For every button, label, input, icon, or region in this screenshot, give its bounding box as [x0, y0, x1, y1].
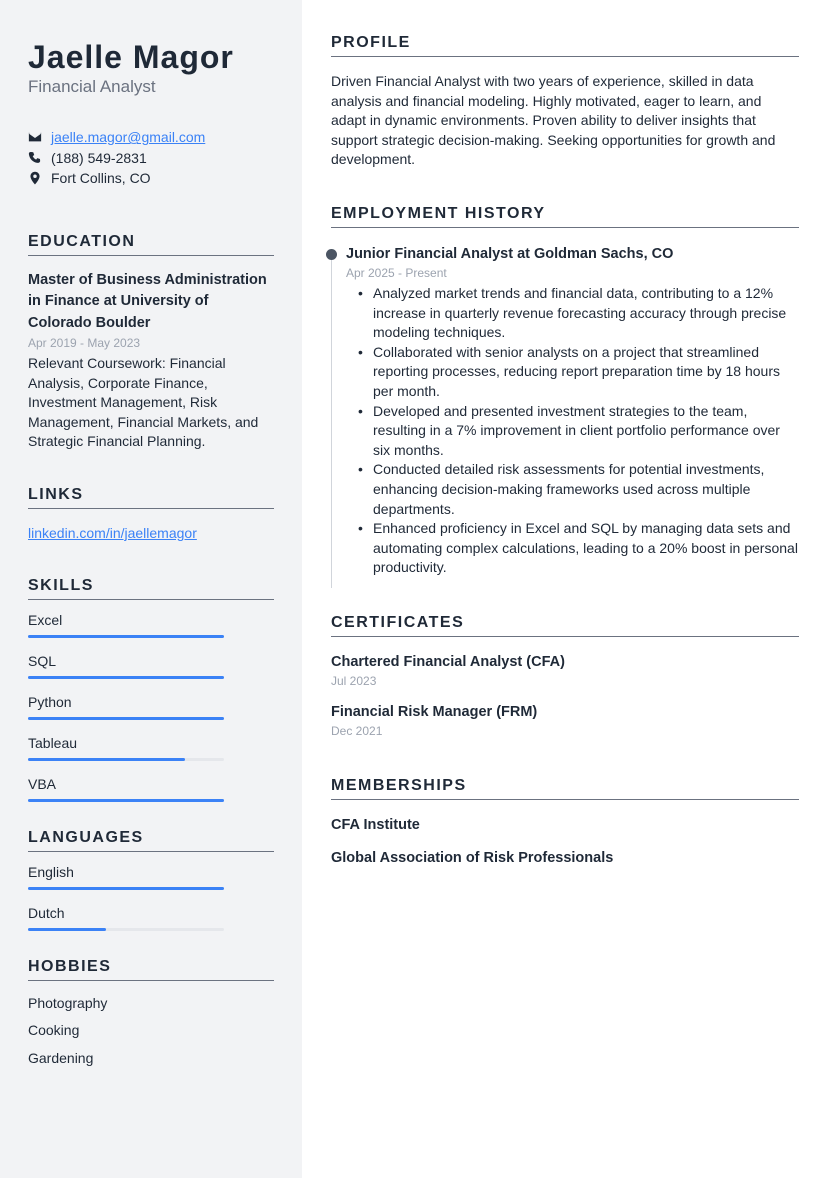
- skill-name: VBA: [28, 775, 57, 792]
- skill-name: SQL: [28, 652, 57, 669]
- certificate-item: [331, 652, 799, 690]
- certificate-name: Chartered Financial Analyst (CFA): [331, 653, 565, 670]
- skill-level-bar: [28, 717, 224, 720]
- skill-level-track: [28, 635, 224, 638]
- links-section: [28, 486, 274, 543]
- phone-number: (188) 549-2831: [51, 149, 147, 166]
- candidate-name: Jaelle Magor: [28, 39, 234, 75]
- skills-section: [28, 577, 274, 802]
- contact-location: [28, 168, 274, 189]
- phone-icon: [28, 151, 42, 165]
- job-title: Junior Financial Analyst at Goldman Sachs, CO: [346, 245, 674, 262]
- language-level-track: [28, 887, 224, 890]
- profile-text: Driven Financial Analyst with two years of experience, skilled in data analysis and financial modeling. Highly motivated, eager to learn, and adapt in dynamic environments. Proven ability to deliver insights that support strategic decision-making. Seeking opportunities for growth and development.: [331, 73, 776, 168]
- skill-item: [28, 652, 274, 679]
- membership-item: Global Association of Risk Professionals: [331, 849, 614, 866]
- contact-email: [28, 127, 274, 148]
- location-text: Fort Collins, CO: [51, 170, 151, 187]
- map-pin-icon: [28, 171, 42, 185]
- envelope-icon: [28, 130, 42, 144]
- job-bullets: [346, 284, 799, 578]
- hobby-item: Gardening: [28, 1049, 94, 1066]
- employment-heading: EMPLOYMENT HISTORY: [331, 205, 799, 228]
- memberships-heading: MEMBERSHIPS: [331, 777, 799, 800]
- skill-level-bar: [28, 758, 185, 761]
- certificate-date: Dec 2021: [331, 723, 383, 738]
- language-level-track: [28, 928, 224, 931]
- job-entry: [331, 244, 799, 578]
- job-dates: Apr 2025 - Present: [346, 265, 447, 280]
- languages-section: [28, 829, 274, 931]
- skill-level-bar: [28, 676, 224, 679]
- education-heading: EDUCATION: [28, 233, 274, 256]
- memberships-section: [331, 777, 799, 868]
- skills-heading: SKILLS: [28, 577, 274, 600]
- skill-level-track: [28, 717, 224, 720]
- linkedin-link[interactable]: linkedin.com/in/jaellemagor: [28, 524, 197, 541]
- hobby-item: Cooking: [28, 1022, 80, 1039]
- languages-heading: LANGUAGES: [28, 829, 274, 852]
- skill-level-track: [28, 758, 224, 761]
- timeline-line: [331, 254, 332, 588]
- contact-phone: [28, 148, 274, 169]
- profile-heading: PROFILE: [331, 34, 799, 57]
- job-bullet: • Conducted detailed risk assessments for potential investments, enhancing decision-making frameworks used across multiple departments.: [346, 460, 799, 519]
- certificate-item: [331, 702, 799, 740]
- job-bullet: • Analyzed market trends and financial data, contributing to a 12% increase in quarterly revenue forecasting accuracy through precise modeling techniques.: [346, 284, 799, 343]
- job-bullet: • Enhanced proficiency in Excel and SQL by managing data sets and automating complex calculations, leading to a 20% boost in personal productivity.: [346, 519, 799, 578]
- job-bullet: • Collaborated with senior analysts on a project that streamlined reporting processes, reducing report preparation time by 18 hours per month.: [346, 343, 799, 402]
- profile-section: [331, 34, 799, 170]
- education-section: [28, 233, 274, 452]
- language-level-bar: [28, 928, 106, 931]
- language-name: English: [28, 863, 74, 880]
- education-dates: Apr 2019 - May 2023: [28, 336, 141, 350]
- membership-item: CFA Institute: [331, 816, 420, 833]
- links-heading: LINKS: [28, 486, 274, 509]
- education-degree: Master of Business Administration in Finance at University of Colorado Boulder: [28, 271, 267, 331]
- language-item: [28, 904, 274, 931]
- skill-level-track: [28, 676, 224, 679]
- certificates-section: [331, 614, 799, 740]
- email-link[interactable]: jaelle.magor@gmail.com: [51, 129, 206, 146]
- skill-item: [28, 734, 274, 761]
- certificate-date: Jul 2023: [331, 673, 377, 688]
- education-description: Relevant Coursework: Financial Analysis, Corporate Finance, Investment Management, Risk Management, Financial Markets, and Strategic Financial Planning.: [28, 355, 259, 450]
- skill-name: Excel: [28, 611, 63, 628]
- skill-level-bar: [28, 635, 224, 638]
- language-item: [28, 863, 274, 890]
- hobbies-heading: HOBBIES: [28, 958, 274, 981]
- skill-level-bar: [28, 799, 224, 802]
- hobbies-section: [28, 958, 274, 1073]
- language-name: Dutch: [28, 904, 65, 921]
- main-content: [302, 0, 833, 1178]
- skill-name: Python: [28, 693, 72, 710]
- employment-section: [331, 205, 799, 578]
- contact-list: [28, 127, 274, 189]
- timeline-dot: [326, 249, 337, 260]
- candidate-title: Financial Analyst: [28, 77, 156, 96]
- hobby-item: Photography: [28, 994, 108, 1011]
- skill-item: [28, 611, 274, 638]
- job-bullet: • Developed and presented investment strategies to the team, resulting in a 7% improvement in client portfolio performance over six months.: [346, 402, 799, 461]
- certificates-heading: CERTIFICATES: [331, 614, 799, 637]
- skill-item: [28, 775, 274, 802]
- skill-item: [28, 693, 274, 720]
- skill-name: Tableau: [28, 734, 78, 751]
- sidebar: [0, 0, 302, 1178]
- skill-level-track: [28, 799, 224, 802]
- language-level-bar: [28, 887, 224, 890]
- certificate-name: Financial Risk Manager (FRM): [331, 703, 538, 720]
